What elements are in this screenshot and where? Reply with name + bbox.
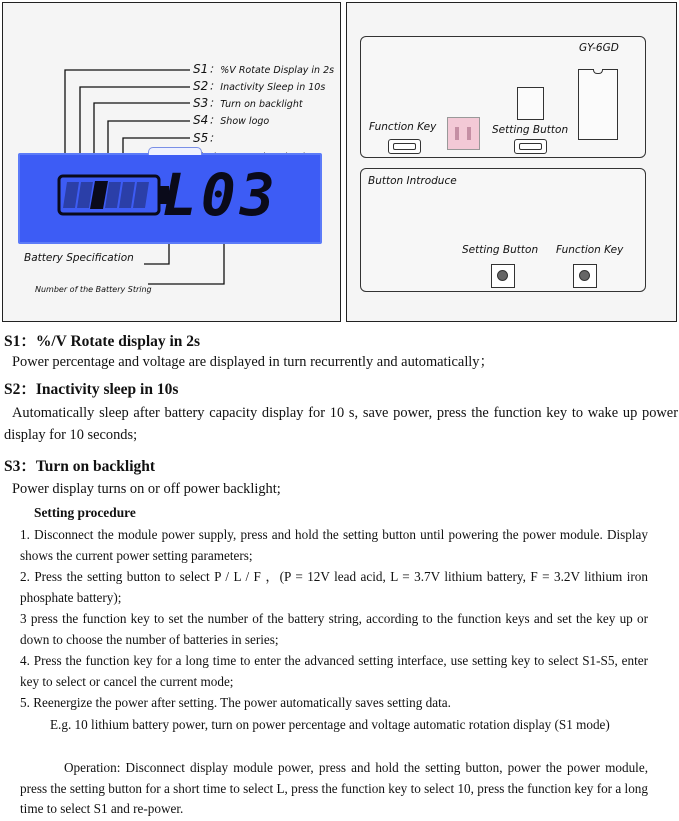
circuit-board-top xyxy=(360,36,646,158)
lcd-readout: L03 xyxy=(162,161,279,229)
s1-body: Power percentage and voltage are displayed in turn recurrently and automatically； xyxy=(12,354,494,370)
function-key-pad[interactable] xyxy=(388,139,421,154)
procedure-operation: Operation: Disconnect display module power, press and hold the setting button, power the power module, press the setting button for a short time to select L, press the function key to select 10, press the function key for a long time to select S1 and re-power. xyxy=(20,760,648,816)
procedure-title: Setting procedure xyxy=(34,505,136,520)
callout-s2: S2：Inactivity Sleep in 10s xyxy=(193,79,326,93)
board-diagram-panel xyxy=(346,2,677,322)
procedure-step-1: 1. Disconnect the module power supply, press and hold the setting button until powering the power module. Display shows the current power setting parameters; xyxy=(20,527,648,563)
battery-string-label: Number of the Battery String xyxy=(35,285,152,294)
callout-text: %V Rotate Display in 2s xyxy=(220,65,335,76)
procedure-step-5: 5. Reenergize the power after setting. The power automatically saves setting data. xyxy=(20,695,451,710)
callout-s4: S4：Show logo xyxy=(193,113,270,127)
s2-body-text: Automatically sleep after battery capacity display for 10 s, save power, press the function key to wake up power display for 10 seconds; xyxy=(4,405,678,443)
procedure-example: E.g. 10 lithium battery power, turn on power percentage and voltage automatic rotation display (S1 mode) xyxy=(50,717,610,732)
callout-code: S5 xyxy=(193,131,209,145)
small-component xyxy=(517,87,544,120)
setting-button-label: Setting Button xyxy=(492,124,569,136)
procedure-step-2: 2. Press the setting button to select P / L / F ，(P = 12V lead acid, L = 3.7V lithium battery, F = 3.2V lithium iron phosphate battery); xyxy=(20,569,648,605)
function-key[interactable] xyxy=(573,264,597,288)
s2-heading: S2：Inactivity sleep in 10s xyxy=(4,381,179,398)
procedure-step-4: 4. Press the function key for a long time to enter the advanced setting interface, use setting key to select S1-S5, enter key to select or cancel the current mode; xyxy=(20,653,648,689)
callout-s3: S3：Turn on backlight xyxy=(193,96,303,110)
battery-level-icon xyxy=(57,174,177,218)
callout-code: S3 xyxy=(193,96,209,110)
setting-button[interactable] xyxy=(491,264,515,288)
intro-function-key-label: Function Key xyxy=(556,244,624,256)
chip xyxy=(578,69,618,140)
function-key-label: Function Key xyxy=(369,121,437,133)
button-introduce-board xyxy=(360,168,646,292)
s1-heading: S1：%/V Rotate display in 2s xyxy=(4,333,201,350)
intro-setting-button-label: Setting Button xyxy=(462,244,539,256)
lcd-display xyxy=(18,153,322,244)
connector xyxy=(447,117,480,150)
s3-heading: S3：Turn on backlight xyxy=(4,458,156,475)
callout-s5: S5： xyxy=(193,129,340,165)
callout-code: S4 xyxy=(193,113,209,127)
battery-specification-label: Battery Specification xyxy=(24,252,134,264)
board-model-label: GY-6GD xyxy=(579,42,619,54)
callout-text: Inactivity Sleep in 10s xyxy=(220,82,326,93)
s3-body: Power display turns on or off power backlight; xyxy=(12,481,281,497)
callout-s1: S1：%V Rotate Display in 2s xyxy=(193,62,335,76)
lcd-tab xyxy=(148,147,202,155)
callout-code: S1 xyxy=(193,62,209,76)
procedure-step-3: 3 press the function key to set the number of the battery string, according to the function keys and set the key up or down to choose the number of batteries in series; xyxy=(20,611,648,647)
display-diagram-panel xyxy=(2,2,341,322)
s2-body xyxy=(4,402,678,446)
callout-text: Turn on backlight xyxy=(220,99,303,110)
callout-text: Show logo xyxy=(220,116,270,127)
setting-button-pad[interactable] xyxy=(514,139,547,154)
callout-code: S2 xyxy=(193,79,209,93)
button-introduce-title: Button Introduce xyxy=(368,175,457,187)
